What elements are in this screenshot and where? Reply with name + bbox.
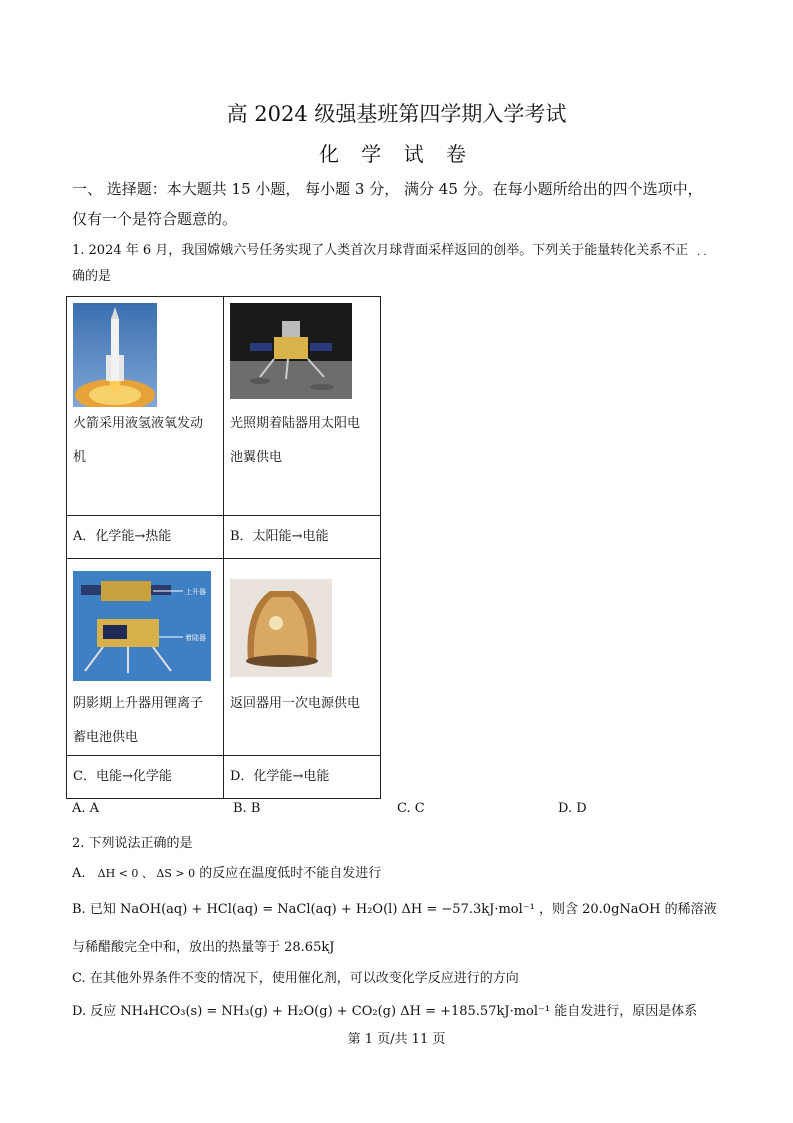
caption-capsule: 返回器用一次电源供电 <box>230 696 361 711</box>
q2-b-text: ，则含 20.0gNaOH 的稀溶液 <box>539 902 717 917</box>
cell-ascender <box>67 559 224 756</box>
rocket-launch-image <box>73 303 157 407</box>
page-number: 第 1 页/共 11 页 <box>347 1032 446 1047</box>
cell-rocket <box>67 297 224 516</box>
q2-a-prefix: A. <box>72 866 86 881</box>
q1-stem-line2: 确的是 <box>72 269 112 284</box>
q2-option-b <box>72 898 717 917</box>
section-heading-line2: 仅有一个是符合题意的。 <box>72 210 238 228</box>
choice-d[interactable]: D. D <box>558 801 587 816</box>
ascender-lander-image <box>73 571 211 681</box>
q1-stem-line1: 1. 2024 年 6 月，我国嫦娥六号任务实现了人类首次月球背面采样返回的创举。下列关于能量转化关系不正 <box>72 243 689 258</box>
q2-option-b-line2: 与稀醋酸完全中和，放出的热量等于 28.65kJ <box>72 940 335 955</box>
return-capsule-image <box>230 579 332 677</box>
label-lower: 着陆器 <box>185 634 206 642</box>
q2-b-prefix: B. 已知 <box>72 902 116 917</box>
q2-option-d <box>72 1000 697 1019</box>
q1-options-table <box>66 296 381 799</box>
q2-option-c: C. 在其他外界条件不变的情况下，使用催化剂，可以改变化学反应进行的方向 <box>72 971 519 986</box>
answer-cell-c: C．电能→化学能 <box>67 756 224 799</box>
q2-stem: 2. 下列说法正确的是 <box>72 836 193 851</box>
label-upper: 上升器 <box>185 588 206 596</box>
emphasis-dots: · · <box>697 250 707 261</box>
caption-lander: 光照期着陆器用太阳电池翼供电 <box>230 416 361 465</box>
q2-option-a <box>72 862 381 881</box>
q2-d-text: 能自发进行，原因是体系 <box>554 1004 698 1019</box>
choice-c[interactable]: C. C <box>397 801 425 816</box>
choice-a[interactable]: A. A <box>72 801 100 816</box>
q2-d-prefix: D. 反应 <box>72 1004 117 1019</box>
q2-b-formula: NaOH(aq) + HCl(aq) = NaCl(aq) + H₂O(l) ΔH = −57.3kJ·mol⁻¹ <box>119 902 535 917</box>
caption-ascender: 阴影期上升器用锂离子蓄电池供电 <box>73 696 204 745</box>
page-title: 高 2024 级强基班第四学期入学考试 <box>226 102 567 126</box>
q2-a-text: 的反应在温度低时不能自发进行 <box>199 866 382 881</box>
answer-cell-d: D．化学能→电能 <box>224 756 381 799</box>
choice-b[interactable]: B. B <box>233 801 261 816</box>
lunar-lander-image <box>230 303 352 399</box>
answer-cell-a: A．化学能→热能 <box>67 516 224 559</box>
cell-capsule <box>224 559 381 756</box>
section-heading-line1: 一、 选择题：本大题共 15 小题， 每小题 3 分， 满分 45 分。在每小题所给出的四个选项中， <box>72 180 703 198</box>
q2-d-formula: NH₄HCO₃(s) = NH₃(g) + H₂O(g) + CO₂(g) ΔH = +185.57kJ·mol⁻¹ <box>120 1004 551 1019</box>
caption-rocket: 火箭采用液氢液氧发动机 <box>73 416 204 465</box>
page-subtitle: 化 学 试 卷 <box>318 142 475 166</box>
answer-cell-b: B．太阳能→电能 <box>224 516 381 559</box>
q2-a-math: ΔH < 0 、 ΔS > 0 <box>97 867 196 880</box>
cell-lander <box>224 297 381 516</box>
